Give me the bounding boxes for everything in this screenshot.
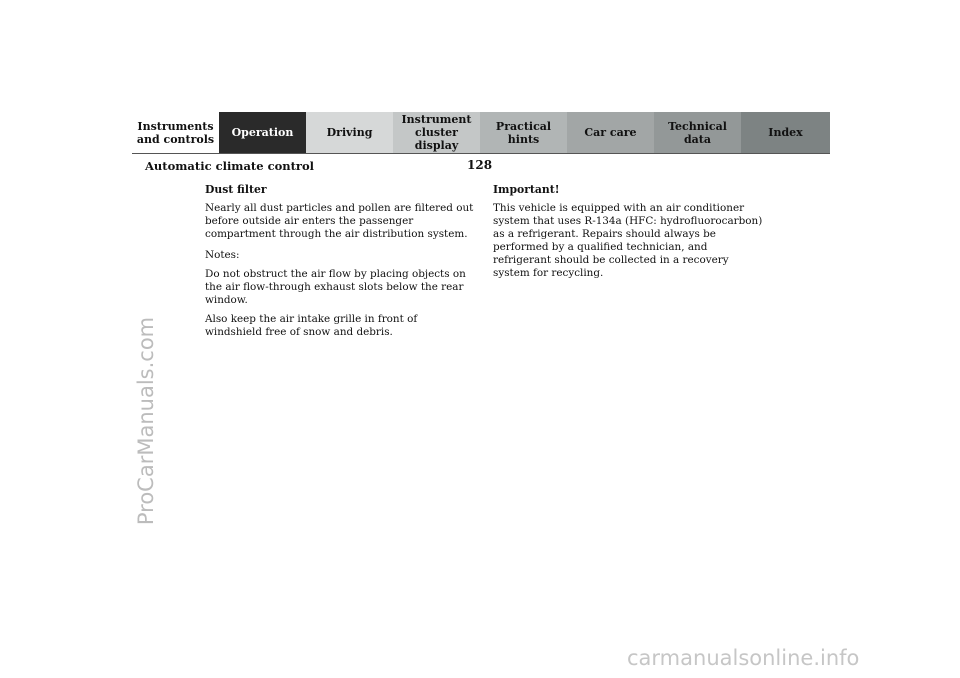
side-watermark: ProCarManuals.com (134, 316, 158, 526)
tab-label: Practical hints (495, 119, 552, 146)
tab-label: Instrument cluster display (401, 113, 472, 152)
important-heading: Important! (493, 183, 560, 196)
chapter-tab-bar (132, 112, 830, 153)
tab-label: Instruments and controls (136, 119, 215, 146)
notes-label: Notes: (205, 249, 240, 261)
tab-label: Index (768, 126, 803, 139)
tab-instruments-and-controls[interactable] (132, 112, 219, 153)
page-number: 128 (467, 158, 493, 172)
tab-instrument-cluster-display[interactable] (393, 112, 480, 153)
note-paragraph: Do not obstruct the air flow by placing objects on the air flow-through exhaust slots below the rear window. (205, 268, 466, 306)
section-title: Automatic climate control (145, 159, 315, 173)
tab-technical-data[interactable] (654, 112, 741, 153)
tab-label: Car care (584, 126, 637, 139)
tab-label: Driving (326, 126, 373, 139)
right-column (493, 183, 765, 286)
dust-filter-paragraph: Nearly all dust particles and pollen are filtered out before outside air enters the passenger compartment through the air distribution system. (205, 202, 474, 240)
tab-car-care[interactable] (567, 112, 654, 153)
tab-label: Technical data (668, 119, 727, 146)
tab-practical-hints[interactable] (480, 112, 567, 153)
tab-operation[interactable] (219, 112, 306, 153)
dust-filter-heading: Dust filter (205, 183, 267, 196)
important-paragraph: This vehicle is equipped with an air conditioner system that uses R-134a (HFC: hydrofluorocarbon) as a refrigerant. Repairs should always be performed by a qualified technician, and refrigerant should be collected in a recovery system for recycling. (493, 202, 763, 279)
header-divider (132, 153, 830, 154)
left-column (205, 183, 477, 345)
tab-label: Operation (231, 126, 294, 139)
tab-driving[interactable] (306, 112, 393, 153)
tab-index[interactable] (741, 112, 830, 153)
note-paragraph: Also keep the air intake grille in front of windshield free of snow and debris. (205, 313, 418, 338)
bottom-watermark: carmanualsonline.info (627, 646, 860, 670)
